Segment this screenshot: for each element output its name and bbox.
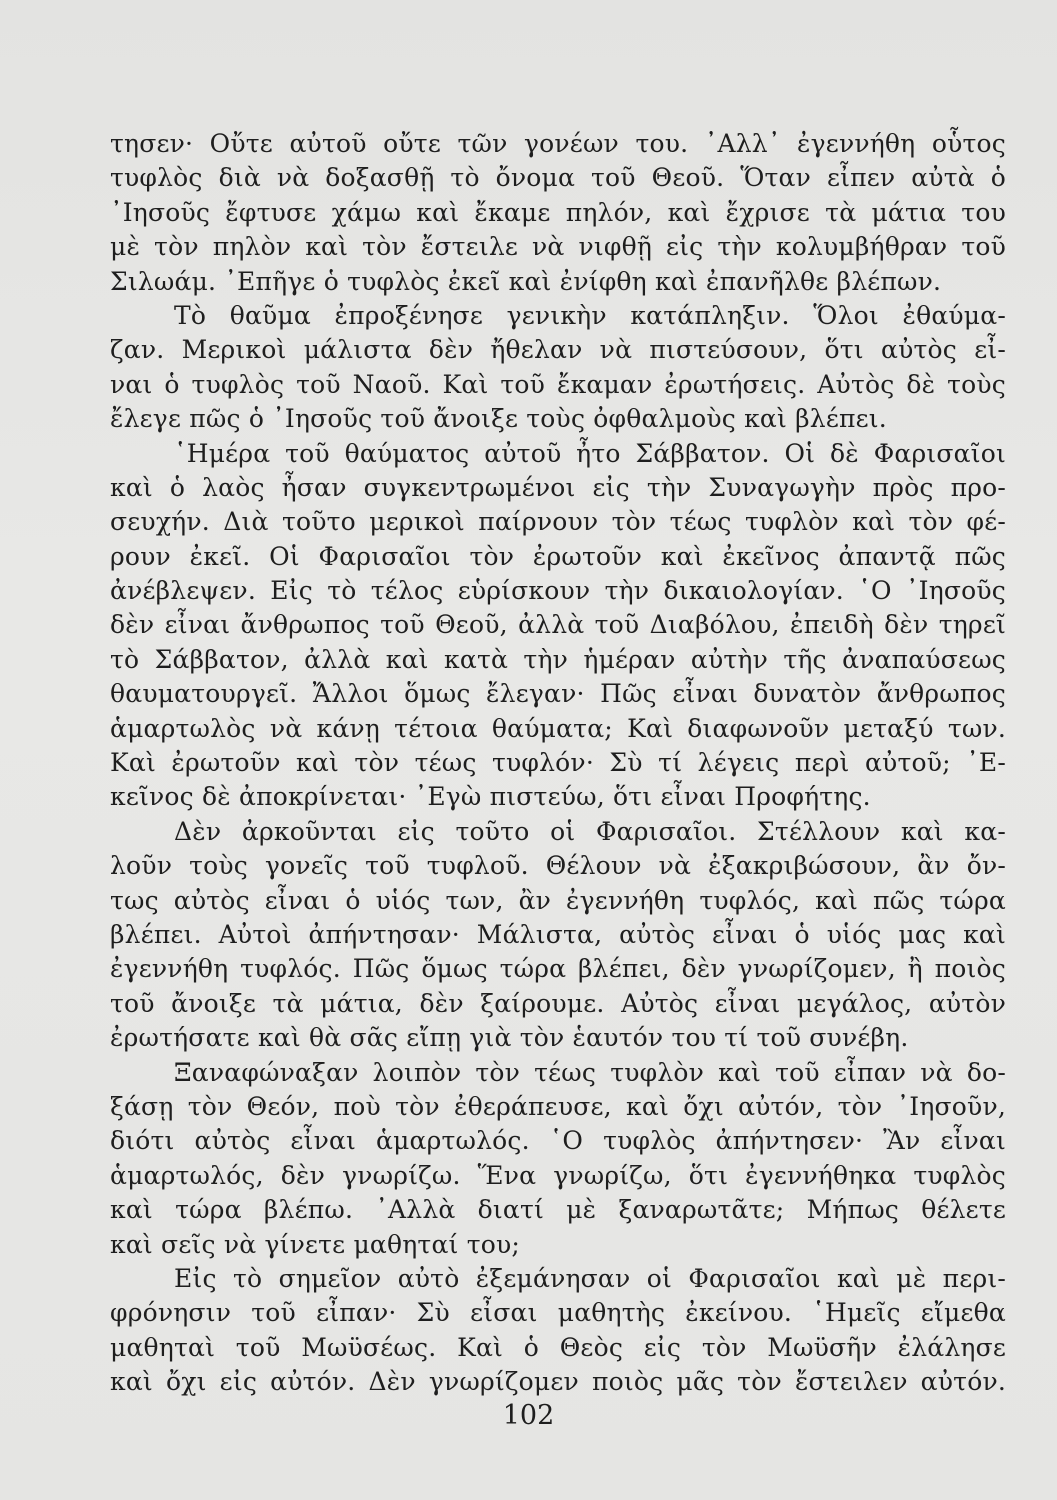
text-line: δὲν εἶναι ἄνθρωπος τοῦ Θεοῦ, ἀλλὰ τοῦ Διαβόλου, ἐπειδὴ δὲν τηρεῖ: [110, 610, 1006, 640]
page-number: 102: [502, 1400, 555, 1431]
text-line: ῾Ημέρα τοῦ θαύματος αὐτοῦ ἦτο Σάββατον. Οἱ δὲ Φαρισαῖοι: [174, 438, 1006, 468]
text-line: τὸ Σάββατον, ἀλλὰ καὶ κατὰ τὴν ἡμέραν αὐτὴν τῆς ἀναπαύσεως: [110, 644, 1006, 674]
text-line: κεῖνος δὲ ἀποκρίνεται· ᾿Εγὼ πιστεύω, ὅτι εἶναι Προφήτης.: [110, 782, 871, 812]
text-line: Ξαναφώναξαν λοιπὸν τὸν τέως τυφλὸν καὶ τοῦ εἶπαν νὰ δο-: [174, 1057, 1006, 1087]
text-line: ἁμαρτωλός, δὲν γνωρίζω. Ἕνα γνωρίζω, ὅτι ἐγεννήθηκα τυφλὸς: [110, 1160, 1006, 1190]
text-line: τως αὐτὸς εἶναι ὁ υἱός των, ἂν ἐγεννήθη τυφλός, καὶ πῶς τώρα: [110, 885, 1006, 915]
text-line: Εἰς τὸ σημεῖον αὐτὸ ἐξεμάνησαν οἱ Φαρισαῖοι καὶ μὲ περι-: [174, 1263, 1006, 1293]
text-line: τυφλὸς διὰ νὰ δοξασθῇ τὸ ὄνομα τοῦ Θεοῦ. Ὅταν εἶπεν αὐτὰ ὁ: [110, 163, 1006, 193]
text-line: ἐρωτήσατε καὶ θὰ σᾶς εἴπῃ γιὰ τὸν ἑαυτόν του τί τοῦ συνέβη.: [110, 1023, 909, 1053]
text-line: θαυματουργεῖ. Ἄλλοι ὅμως ἔλεγαν· Πῶς εἶναι δυνατὸν ἄνθρωπος: [110, 679, 1006, 709]
text-line: ρουν ἐκεῖ. Οἱ Φαρισαῖοι τὸν ἐρωτοῦν καὶ ἐκεῖνος ἀπαντᾷ πῶς: [110, 541, 1006, 571]
text-line: σευχήν. Διὰ τοῦτο μερικοὶ παίρνουν τὸν τέως τυφλὸν καὶ τὸν φέ-: [110, 507, 1006, 537]
text-line: Καὶ ἐρωτοῦν καὶ τὸν τέως τυφλόν· Σὺ τί λέγεις περὶ αὐτοῦ; ᾿Ε-: [110, 748, 1006, 778]
text-line: διότι αὐτὸς εἶναι ἁμαρτωλός. ῾Ο τυφλὸς ἀπήντησεν· Ἂν εἶναι: [110, 1126, 1006, 1156]
text-line: καὶ ὄχι εἰς αὐτόν. Δὲν γνωρίζομεν ποιὸς μᾶς τὸν ἔστειλεν αὐτόν.: [110, 1367, 1006, 1397]
text-line: Σιλωάμ. ᾿Επῆγε ὁ τυφλὸς ἐκεῖ καὶ ἐνίφθη καὶ ἐπανῆλθε βλέπων.: [110, 266, 942, 296]
text-line: βλέπει. Αὐτοὶ ἀπήντησαν· Μάλιστα, αὐτὸς εἶναι ὁ υἱός μας καὶ: [110, 919, 1006, 949]
text-line: Δὲν ἀρκοῦνται εἰς τοῦτο οἱ Φαρισαῖοι. Στέλλουν καὶ κα-: [174, 816, 1006, 846]
text-line: καὶ τώρα βλέπω. ᾿Αλλὰ διατί μὲ ξαναρωτᾶτε; Μήπως θέλετε: [110, 1195, 1006, 1225]
text-line: ἀνέβλεψεν. Εἰς τὸ τέλος εὑρίσκουν τὴν δικαιολογίαν. ῾Ο ᾿Ιησοῦς: [110, 576, 1006, 606]
text-line: καὶ ὁ λαὸς ἦσαν συγκεντρωμένοι εἰς τὴν Συναγωγὴν πρὸς προ-: [110, 472, 1006, 502]
text-line: ζαν. Μερικοὶ μάλιστα δὲν ἤθελαν νὰ πιστεύσουν, ὅτι αὐτὸς εἶ-: [110, 335, 1006, 365]
text-line: Τὸ θαῦμα ἐπροξένησε γενικὴν κατάπληξιν. Ὅλοι ἐθαύμα-: [174, 300, 1006, 330]
text-line: μαθηταὶ τοῦ Μωϋσέως. Καὶ ὁ Θεὸς εἰς τὸν Μωϋσῆν ἐλάλησε: [110, 1332, 1006, 1362]
text-line: τοῦ ἄνοιξε τὰ μάτια, δὲν ξαίρουμε. Αὐτὸς εἶναι μεγάλος, αὐτὸν: [110, 988, 1006, 1018]
text-line: λοῦν τοὺς γονεῖς τοῦ τυφλοῦ. Θέλουν νὰ ἐξακριβώσουν, ἂν ὄν-: [110, 851, 1006, 881]
text-line: ᾿Ιησοῦς ἔφτυσε χάμω καὶ ἔκαμε πηλόν, καὶ ἔχρισε τὰ μάτια του: [110, 197, 1006, 227]
text-line: ξάσῃ τὸν Θεόν, ποὺ τὸν ἐθεράπευσε, καὶ ὄχι αὐτόν, τὸν ᾿Ιησοῦν,: [110, 1091, 1006, 1121]
text-line: τησεν· Οὔτε αὐτοῦ οὔτε τῶν γονέων του. ᾿Αλλ᾿ ἐγεννήθη οὗτος: [110, 129, 1006, 158]
text-line: μὲ τὸν πηλὸν καὶ τὸν ἔστειλε νὰ νιφθῇ εἰς τὴν κολυμβήθραν τοῦ: [110, 232, 1006, 262]
text-line: καὶ σεῖς νὰ γίνετε μαθηταί του;: [110, 1229, 520, 1259]
text-line: ἐγεννήθη τυφλός. Πῶς ὅμως τώρα βλέπει, δὲν γνωρίζομεν, ἢ ποιὸς: [110, 954, 1006, 984]
text-line: φρόνησιν τοῦ εἶπαν· Σὺ εἶσαι μαθητὴς ἐκείνου. ῾Ημεῖς εἴμεθα: [110, 1298, 1006, 1328]
text-line: ἔλεγε πῶς ὁ ᾿Ιησοῦς τοῦ ἄνοιξε τοὺς ὀφθαλμοὺς καὶ βλέπει.: [110, 404, 887, 434]
text-line: ἁμαρτωλὸς νὰ κάνῃ τέτοια θαύματα; Καὶ διαφωνοῦν μεταξύ των.: [110, 713, 1006, 743]
text-line: ναι ὁ τυφλὸς τοῦ Ναοῦ. Καὶ τοῦ ἔκαμαν ἐρωτήσεις. Αὐτὸς δὲ τοὺς: [110, 369, 1006, 399]
body-text: [110, 127, 1006, 1399]
